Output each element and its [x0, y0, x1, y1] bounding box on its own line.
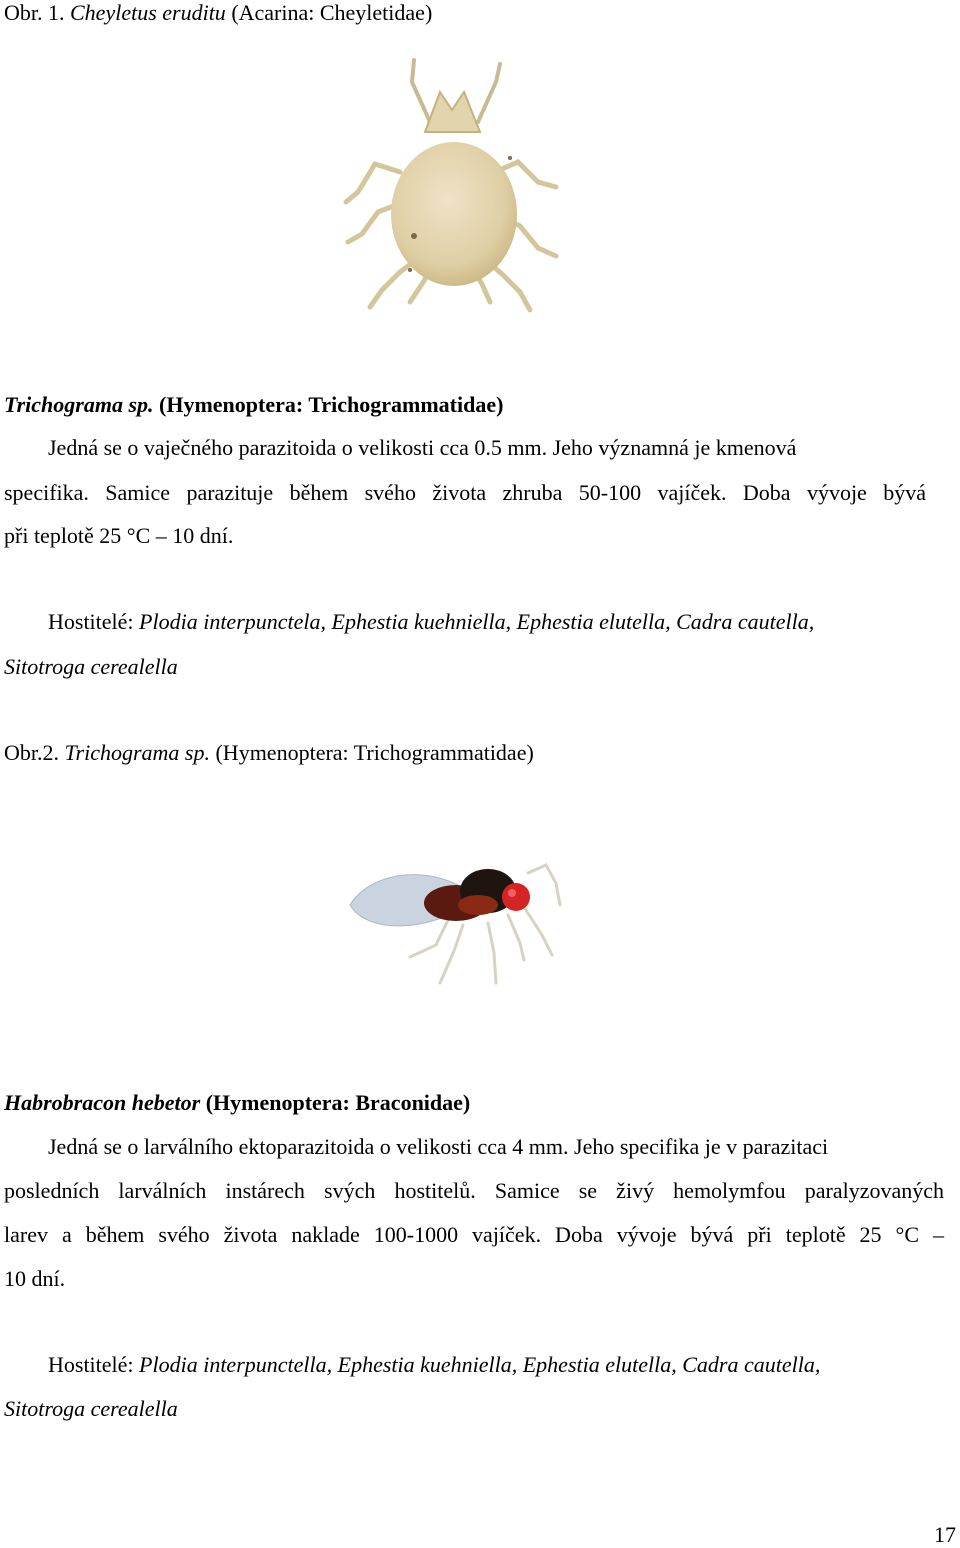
figure-2-taxon: (Hymenoptera: Trichogrammatidae) [215, 740, 534, 765]
section-1-title [4, 392, 503, 418]
section-1-species: Trichograma sp. [4, 392, 154, 417]
section-2-body-line-1: Jedná se o larválního ektoparazitoida o velikosti cca 4 mm. Jeho specifika je v parazitaci [48, 1134, 829, 1159]
section-1-hosts-label: Hostitelé: [48, 609, 134, 634]
figure-1-label: Obr. 1. [4, 0, 65, 25]
section-1-body-line-2: specifika. Samice parazituje během svého života zhruba 50-100 vajíček. Doba vývoje bývá [4, 480, 926, 505]
section-2-body-line-2: posledních larválních instárech svých hostitelů. Samice se živý hemolymfou paralyzovaných [4, 1178, 944, 1203]
section-2-body-line-4: 10 dní. [4, 1266, 66, 1291]
section-1-body-line-1: Jedná se o vaječného parazitoida o velikosti cca 0.5 mm. Jeho významná je kmenová [48, 435, 797, 460]
section-2-title [4, 1090, 470, 1116]
section-2-body-line-3: larev a během svého života naklade 100-1000 vajíček. Doba vývoje bývá při teplotě 25 °C – [4, 1222, 944, 1247]
page-number: 17 [934, 1522, 956, 1547]
mite-photo [330, 52, 580, 320]
section-1-body-line-3: při teplotě 25 °C – 10 dní. [4, 523, 234, 548]
wasp-photo [328, 795, 608, 1010]
section-2-species: Habrobracon hebetor [4, 1090, 201, 1115]
section-1-taxon: (Hymenoptera: Trichogrammatidae) [159, 392, 504, 417]
figure-1-species: Cheyletus eruditu [70, 0, 226, 25]
figure-2-label: Obr.2. [4, 740, 59, 765]
section-1-hosts-line-2: Sitotroga cerealella [4, 654, 178, 679]
figure-1-caption [4, 0, 432, 26]
section-2-taxon: (Hymenoptera: Braconidae) [205, 1090, 471, 1115]
figure-1-taxon: (Acarina: Cheyletidae) [231, 0, 433, 25]
figure-2-species: Trichograma sp. [64, 740, 210, 765]
figure-2-caption [4, 740, 534, 766]
section-2-hosts-line-2: Sitotroga cerealella [4, 1396, 178, 1421]
section-2-hosts-line-1 [48, 1352, 820, 1378]
section-2-hosts-list: Plodia interpunctella, Ephestia kuehniella, Ephestia elutella, Cadra cautella, [139, 1352, 821, 1377]
section-1-hosts-line-1 [48, 609, 814, 635]
section-1-hosts-list: Plodia interpunctela, Ephestia kuehniella, Ephestia elutella, Cadra cautella, [139, 609, 815, 634]
section-2-hosts-label: Hostitelé: [48, 1352, 134, 1377]
